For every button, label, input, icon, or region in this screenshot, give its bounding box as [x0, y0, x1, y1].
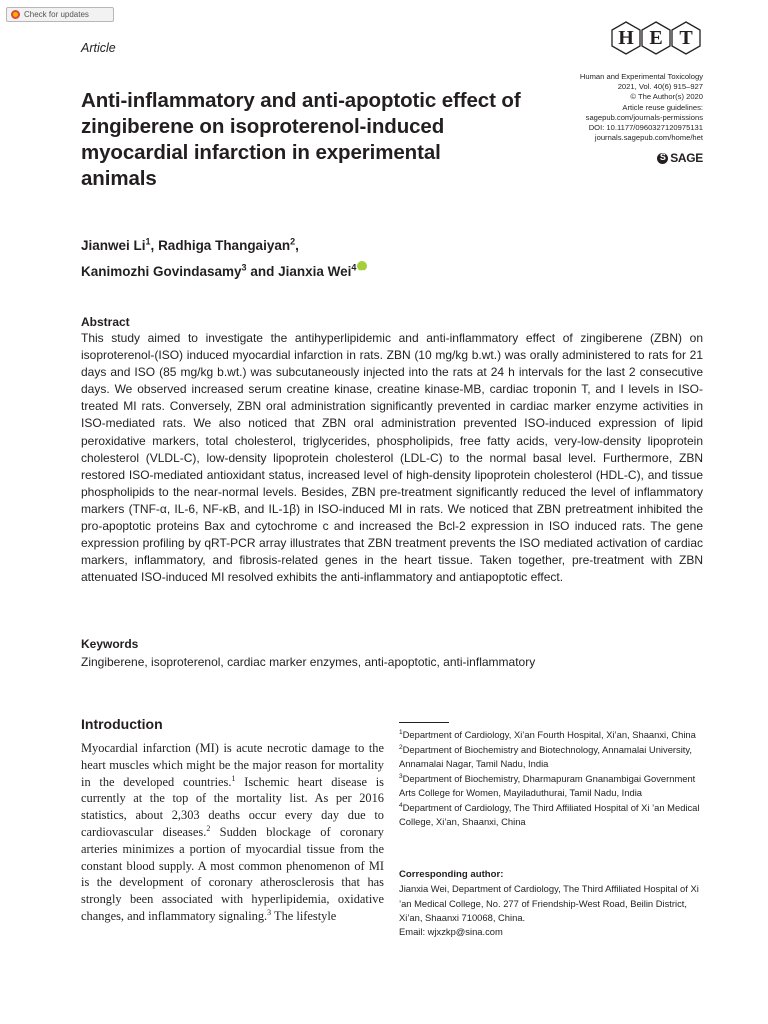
corresponding-email[interactable]: Email: wjxzkp@sina.com — [399, 926, 503, 937]
orcid-icon[interactable] — [357, 261, 367, 271]
abstract-heading: Abstract — [81, 315, 130, 329]
logo-hexagon-e — [641, 21, 671, 55]
affiliation: $^1$Department of Cardiology, Xi’an Fourth Hospital, Xi’an, Shaanxi, China — [399, 728, 696, 740]
corresponding-author-heading: Corresponding author: — [399, 869, 504, 880]
author: Jianwei Li$^1$, — [81, 236, 159, 253]
citation[interactable]: 2 — [206, 823, 211, 833]
copyright: © The Author(s) 2020 — [630, 92, 703, 102]
logo-hexagon-t — [671, 21, 701, 55]
author: Radhiga Thangaiyan$^2$, — [158, 236, 299, 253]
logo-letter: E — [649, 27, 663, 49]
journal-info — [580, 72, 703, 143]
doi[interactable]: DOI: 10.1177/0960327120975131 — [588, 123, 703, 133]
journal-logo — [611, 21, 701, 55]
logo-hexagon-h — [611, 21, 641, 55]
journal-volume: 2021, Vol. 40(6) 915–927 — [617, 82, 703, 92]
publisher-name: SAGE — [670, 151, 703, 165]
publisher-logo — [657, 151, 703, 165]
affiliations — [399, 728, 704, 830]
author: Kanimozhi Govindasamy$^3$ and — [81, 262, 279, 279]
author: Jianxia Wei$^4$ — [278, 262, 357, 279]
introduction-heading: Introduction — [81, 716, 163, 732]
sage-icon — [657, 153, 668, 164]
logo-letter: H — [618, 27, 634, 49]
article-title: Anti-inflammatory and anti-apoptotic effect of zingiberene on isoproterenol-induced myocardial infarction in experimental animals — [81, 89, 521, 190]
reuse-label: Article reuse guidelines: — [622, 102, 703, 112]
reuse-link[interactable]: sagepub.com/journals-permissions — [585, 112, 703, 122]
article-type: Article — [81, 41, 116, 55]
check-for-updates-badge[interactable] — [6, 7, 114, 22]
citation[interactable]: 1 — [231, 773, 236, 783]
abstract-text: This study aimed to investigate the antihyperlipidemic and anti-inflammatory effect of zingiberene (ZBN) on isoproterenol-(ISO) induced myocardial infarction in rats. ZBN (10 mg/kg b.wt.) was orally administered to rats for 21 days and ISO (85 mg/kg b.wt.) was subcutaneously injected into the rats at 24 h intervals for the last 2 consecutive days. We observed increased serum creatine kinase, creatine kinase-MB, cardiac troponin T, and I levels in ISO-treated MI rats. Conversely, ZBN oral administration significantly prevented in cardiac marker enzyme activities in ISO-mediated rats. We also noticed that ZBN oral administration prevented ISO-induced expression of lipid peroxidative markers, total cholesterol, triglycerides, phospholipids, free fatty acids, very-low-density lipoprotein cholesterol (VLDL-C), low-density lipoprotein cholesterol (LDL-C) to the normal basal level. Furthermore, ZBN restored ISO-mediated antioxidant status, increased level of high-density lipoprotein cholesterol (HDL-C), and tissue phospholipids to the near-normal levels. Besides, ZBN pre-treatment significantly reduced the level of inflammatory markers (TNF-α, IL-6, NF-κB, and IL-1β) in ISO-induced MI in rats. We noticed that ZBN pretreatment inhibited the pro-apoptotic proteins Bax and cytochrome c and increased the Bcl-2 expression in ISO induced rats. The gene expression profiling by qRT-PCR array illustrates that ZBN treatment prevents the ISO mediated activation of cardiac markers, inflammatory, and fibrosis-related genes in the heart tissue. Taken together, pre-treatment with ZBN attenuated ISO-induced MI resolved exhibits the anti-inflammatory and antiapoptotic effect. — [81, 331, 703, 585]
journal-name: Human and Experimental Toxicology — [579, 72, 703, 81]
author-list — [81, 230, 541, 283]
affiliation: $^3$Department of Biochemistry, Dharmapuram Gnanambigai Government Arts College for Women, Mayiladuthurai, Tamil Nadu, India — [399, 772, 696, 798]
affiliation: $^4$Department of Cardiology, The Third Affiliated Hospital of Xi ’an Medical College, Xi’an, Shaanxi, China — [399, 801, 700, 827]
journal-home-link[interactable]: journals.sagepub.com/home/het — [594, 133, 703, 143]
affiliation: $^2$Department of Biochemistry and Biotechnology, Annamalai University, Annamalai Nagar, Tamil Nadu, India — [399, 743, 692, 769]
logo-letter: T — [679, 27, 693, 49]
introduction-text: Myocardial infarction (MI) is acute necrotic damage to the heart muscles which might be the major reason for mortality in the developed countries.$^1$ Ischemic heart disease is currently at the top of the mortality list. As per 2016 statistics, about 2,303 deaths occur every day due to cardiovascular diseases.$^2$ Sudden blockage of coronary arteries minimizes a portion of myocardial tissue from the constant blood supply. A most common phenomenon of MI is the development of coronary atherosclerosis that has strongly been associated with hyperlipidemia, oxidative changes, and inflammatory signaling.$^3$ The lifestyle — [81, 741, 385, 923]
keywords-text: Zingiberene, isoproterenol, cardiac marker enzymes, anti-apoptotic, anti-inflammatory — [81, 655, 536, 669]
citation[interactable]: 3 — [267, 907, 272, 917]
corresponding-author-details: Jianxia Wei, Department of Cardiology, The Third Affiliated Hospital of Xi ’an Medical College, No. 277 of Friendship-West Road, Beilin District, Xi’an, Shaanxi 710068, China. — [399, 883, 699, 923]
crossmark-icon — [11, 10, 20, 19]
footnote-divider — [399, 722, 449, 723]
keywords-heading: Keywords — [81, 637, 139, 651]
check-for-updates-label: Check for updates — [24, 10, 89, 19]
